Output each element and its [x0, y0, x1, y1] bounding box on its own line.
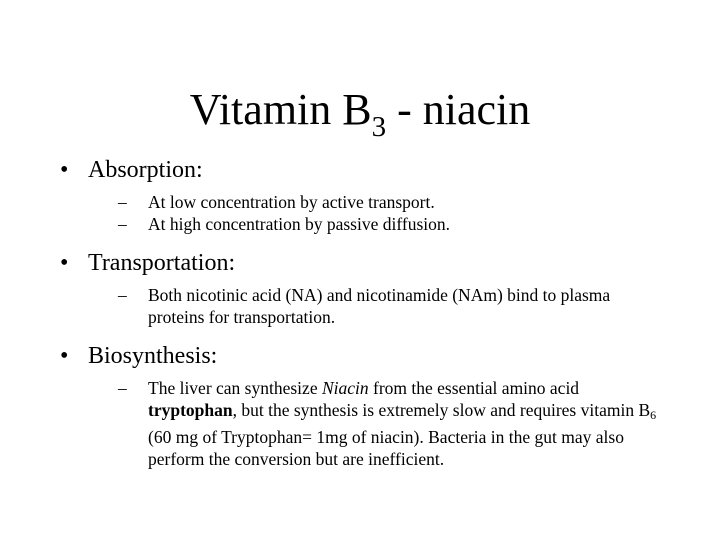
- subitem-text: [148, 377, 670, 470]
- subitem: [118, 284, 670, 328]
- dash-mark: –: [118, 285, 127, 305]
- bullet-label: Transportation:: [88, 250, 236, 276]
- title-subscript: 3: [371, 111, 387, 143]
- title-rest: - niacin: [386, 85, 531, 134]
- bullet-biosynthesis: [60, 341, 670, 371]
- subitem: [118, 191, 670, 213]
- subitem-text: At high concentration by passive diffusion.: [148, 214, 450, 234]
- dash-mark: –: [118, 192, 127, 212]
- bullet-transportation: [60, 248, 670, 278]
- bullet-mark: •: [60, 343, 69, 369]
- bold-tryptophan: tryptophan: [148, 400, 233, 420]
- text-part: (60 mg of Tryptophan= 1mg of niacin). Bacteria in the gut may also perform the conversion but are inefficient.: [148, 427, 624, 469]
- dash-mark: –: [118, 378, 127, 398]
- text-part: from the essential amino acid: [368, 378, 580, 398]
- subitem: [118, 213, 670, 235]
- subscript-6: 6: [650, 408, 657, 422]
- biosynthesis-subitems: [118, 377, 670, 470]
- italic-niacin: Niacin: [321, 378, 369, 398]
- bullet-absorption: [60, 155, 670, 185]
- bullet-mark: •: [60, 250, 69, 276]
- bullet-label: Absorption:: [88, 157, 203, 183]
- text-part: , but the synthesis is extremely slow and requires vitamin B: [232, 400, 651, 420]
- transportation-subitems: [118, 284, 670, 328]
- title-main: Vitamin B: [189, 85, 372, 134]
- dash-mark: –: [118, 214, 127, 234]
- subitem-text: Both nicotinic acid (NA) and nicotinamide (NAm) bind to plasma proteins for transportation.: [148, 285, 611, 327]
- slide-title: [0, 80, 720, 157]
- absorption-subitems: [118, 191, 670, 235]
- text-part: The liver can synthesize: [148, 378, 322, 398]
- bullet-mark: •: [60, 157, 69, 183]
- subitem: [118, 377, 670, 470]
- subitem-text: At low concentration by active transport.: [148, 192, 435, 212]
- slide-content: [60, 155, 670, 470]
- bullet-label: Biosynthesis:: [88, 343, 218, 369]
